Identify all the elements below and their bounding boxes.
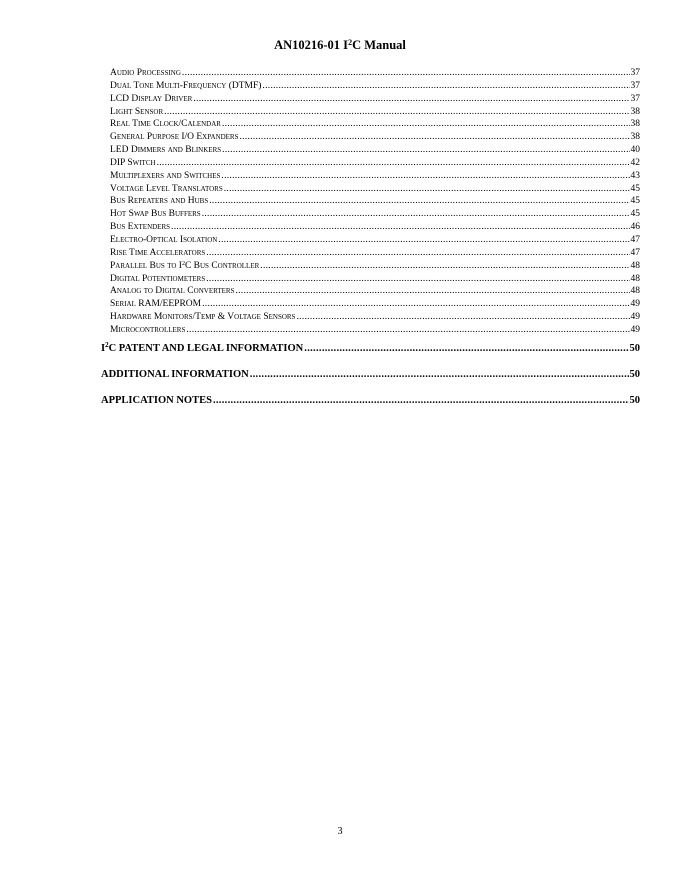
toc-leader (224, 183, 630, 196)
toc-entry[interactable]: Light Sensor ..... 38 (110, 106, 640, 119)
toc-leader (193, 93, 629, 106)
toc-entry[interactable]: Analog to Digital Converters ..... 48 (110, 285, 640, 298)
toc-leader (304, 342, 628, 356)
toc-entry[interactable]: LCD Display Driver ..... 37 (110, 93, 640, 106)
toc-entry[interactable]: Audio Processing ..... 37 (110, 67, 640, 80)
toc-leader (157, 157, 630, 170)
toc-entry[interactable]: General Purpose I/O Expanders ..... 38 (110, 131, 640, 144)
toc-main-entry-app-notes[interactable]: APPLICATION NOTES ..... 50 (101, 394, 640, 408)
toc-leader (235, 285, 629, 298)
toc-leader (222, 144, 629, 157)
toc-entry[interactable]: Bus Extenders ..... 46 (110, 221, 640, 234)
page-title (0, 38, 680, 53)
toc-leader (218, 234, 629, 247)
toc-leader (209, 195, 629, 208)
toc-leader (171, 221, 629, 234)
toc-leader (240, 131, 630, 144)
toc-entry[interactable]: Dual Tone Multi-Frequency (DTMF) ..... 37 (110, 80, 640, 93)
toc-leader (182, 67, 630, 80)
toc-entry[interactable]: Digital Potentiometers ..... 48 (110, 273, 640, 286)
page-title-text: AN10216-01 I (274, 38, 349, 52)
toc-leader (186, 324, 629, 337)
toc-entry[interactable]: Microcontrollers ..... 49 (110, 324, 640, 337)
toc-entry[interactable]: LED Dimmers and Blinkers ..... 40 (110, 144, 640, 157)
toc-leader (202, 298, 629, 311)
toc-entry[interactable]: Real Time Clock/Calendar ..... 38 (110, 118, 640, 131)
toc-entry[interactable]: Electro-Optical Isolation ..... 47 (110, 234, 640, 247)
toc-entry[interactable]: Hot Swap Bus Buffers ..... 45 (110, 208, 640, 221)
toc-subsection-list (110, 67, 640, 337)
toc-entry[interactable]: Bus Repeaters and Hubs ..... 45 (110, 195, 640, 208)
toc-leader (164, 106, 629, 119)
page-title-text-suffix: C Manual (352, 38, 406, 52)
toc-entry[interactable]: Voltage Level Translators ..... 45 (110, 183, 640, 196)
toc-leader (250, 368, 629, 382)
toc-entry[interactable]: DIP Switch ..... 42 (110, 157, 640, 170)
toc-leader (260, 260, 629, 273)
toc-leader (222, 118, 630, 131)
page-number: 3 (337, 826, 343, 837)
toc-main-entry-additional[interactable]: ADDITIONAL INFORMATION ..... 50 (101, 368, 640, 382)
toc-leader (213, 394, 629, 408)
toc-leader (206, 273, 629, 286)
toc-entry[interactable]: Rise Time Accelerators ..... 47 (110, 247, 640, 260)
toc-leader (202, 208, 630, 221)
toc-entry[interactable]: Multiplexers and Switches ..... 43 (110, 170, 640, 183)
toc-leader (296, 311, 629, 324)
toc-leader (221, 170, 629, 183)
toc-main-entry-patent[interactable]: $I^2C$ PATENT AND LEGAL INFORMATION ..... 50 (101, 342, 640, 356)
toc-entry[interactable]: Hardware Monitors/Temp & Voltage Sensors ..... 49 (110, 311, 640, 324)
toc-entry[interactable]: Parallel Bus to $I^2C$ Bus Controller ..... 48 (110, 260, 640, 273)
toc-leader (262, 80, 629, 93)
toc-entry[interactable]: Serial RAM/EEPROM ..... 49 (110, 298, 640, 311)
page-title-superscript: 2 (348, 38, 353, 47)
toc-leader (206, 247, 629, 260)
